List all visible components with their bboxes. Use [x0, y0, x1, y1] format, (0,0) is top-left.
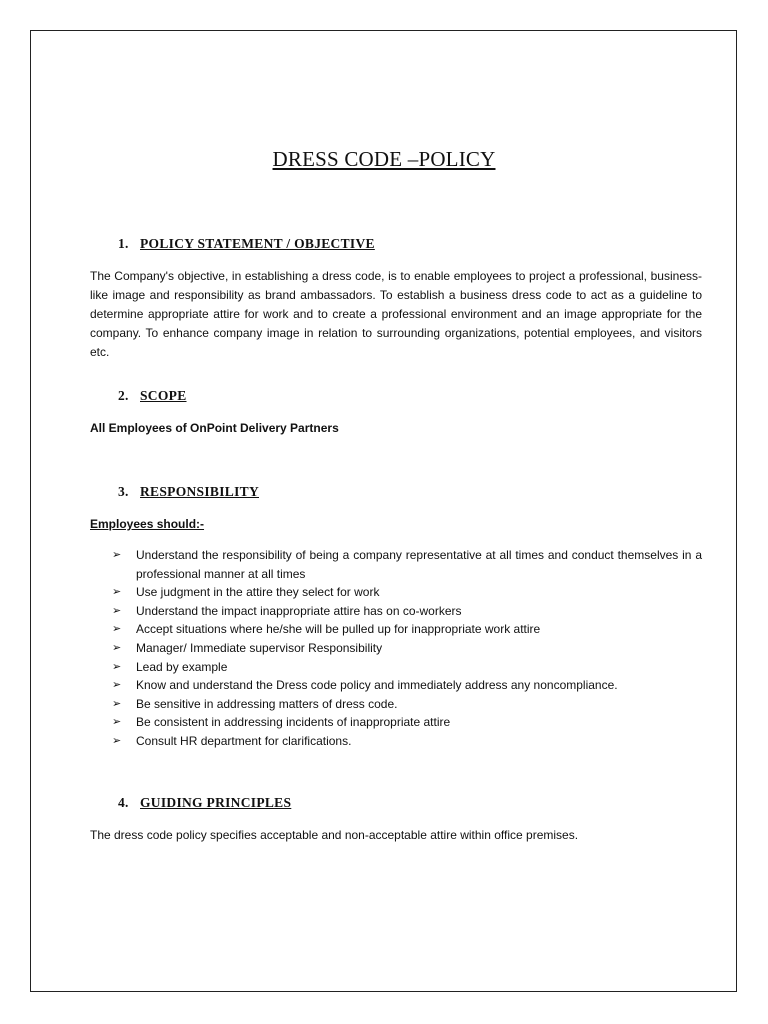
arrow-bullet-icon: ➢	[112, 679, 122, 692]
list-item	[112, 658, 702, 677]
section-number: 2.	[118, 388, 129, 403]
section-number: 4.	[118, 795, 129, 810]
list-item	[112, 639, 702, 658]
list-item-text: Understand the impact inappropriate attire has on co-workers	[136, 603, 462, 618]
section-title: GUIDING PRINCIPLES	[140, 795, 292, 810]
list-item-text: Know and understand the Dress code policy and immediately address any noncompliance.	[136, 678, 618, 693]
arrow-bullet-icon: ➢	[112, 697, 122, 710]
policy-statement-paragraph: The Company's objective, in establishing a dress code, is to enable employees to project a professional, business-like image and responsibility as brand ambassadors. To establish a business dress code to act as a guideline to determine appropriate attire for work and to create a professional environment and an image appropriate for the company. To enhance company image in relation to surrounding organizations, potential employees, and visitors etc.	[90, 269, 702, 359]
employees-should-label: Employees should:-	[90, 517, 205, 531]
list-item-text: Lead by example	[136, 659, 228, 674]
scope-paragraph: All Employees of OnPoint Delivery Partners	[90, 421, 339, 435]
list-item	[112, 602, 702, 621]
section-heading-guiding-principles	[118, 795, 291, 811]
arrow-bullet-icon: ➢	[112, 716, 122, 729]
list-item	[112, 546, 702, 583]
page-border	[30, 30, 737, 992]
arrow-bullet-icon: ➢	[112, 641, 122, 654]
section-title: POLICY STATEMENT / OBJECTIVE	[140, 236, 375, 251]
arrow-bullet-icon: ➢	[112, 586, 122, 599]
arrow-bullet-icon: ➢	[112, 623, 122, 636]
arrow-bullet-icon: ➢	[112, 660, 122, 673]
section-heading-scope	[118, 388, 187, 404]
list-item	[112, 713, 702, 732]
list-item-text: Manager/ Immediate supervisor Responsibility	[136, 640, 383, 655]
list-item	[112, 676, 702, 695]
list-item	[112, 583, 702, 602]
responsibility-bullet-list	[112, 546, 702, 751]
guiding-principles-paragraph: The dress code policy specifies acceptable and non-acceptable attire within office premises.	[90, 828, 579, 842]
document-title: DRESS CODE –POLICY	[272, 147, 496, 171]
section-number: 1.	[118, 236, 129, 251]
list-item-text: Use judgment in the attire they select for work	[136, 585, 380, 600]
arrow-bullet-icon: ➢	[112, 549, 122, 561]
list-item	[112, 732, 702, 751]
arrow-bullet-icon: ➢	[112, 604, 122, 617]
list-item-text: Accept situations where he/she will be pulled up for inappropriate work attire	[136, 622, 541, 637]
section-heading-responsibility	[118, 484, 259, 500]
section-title: RESPONSIBILITY	[140, 484, 259, 499]
list-item-text: Be consistent in addressing incidents of inappropriate attire	[136, 715, 451, 730]
list-item-text: Consult HR department for clarifications.	[136, 733, 352, 748]
arrow-bullet-icon: ➢	[112, 734, 122, 747]
list-item	[112, 620, 702, 639]
section-title: SCOPE	[140, 388, 187, 403]
list-item-text: Understand the responsibility of being a company representative at all times and conduct themselves in a professional manner at all times	[136, 548, 702, 581]
section-heading-policy-statement	[118, 236, 375, 252]
list-item	[112, 695, 702, 714]
list-item-text: Be sensitive in addressing matters of dress code.	[136, 696, 398, 711]
section-number: 3.	[118, 484, 129, 499]
